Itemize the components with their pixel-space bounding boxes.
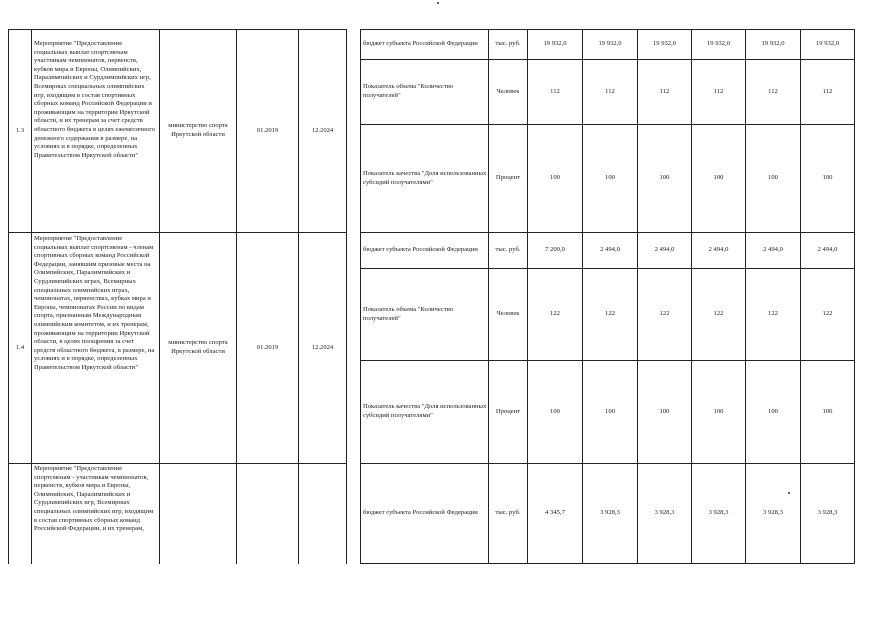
value-cell: 122 bbox=[659, 310, 670, 318]
start-date: 01.2019 bbox=[256, 126, 279, 134]
table-border bbox=[360, 29, 361, 564]
value-cell: 112 bbox=[605, 87, 615, 95]
value-cell: 112 bbox=[659, 87, 670, 95]
value-cell: 100 bbox=[768, 174, 778, 182]
end-date: 12.2024 bbox=[311, 343, 334, 351]
value-cell: 122 bbox=[550, 310, 560, 318]
value-cell: 2 494,0 bbox=[708, 246, 729, 254]
unit: Процент bbox=[495, 407, 521, 415]
indicator-name: Показатель объема "Количество получателей" bbox=[363, 83, 454, 99]
unit: тыс. руб. bbox=[495, 40, 521, 48]
value-cell: 100 bbox=[822, 407, 833, 415]
unit: тыс. руб. bbox=[495, 246, 521, 254]
value-cell: 100 bbox=[713, 407, 724, 415]
value-cell: 3 928,3 bbox=[817, 509, 838, 517]
end-date: 12.2024 bbox=[311, 126, 334, 134]
indicator-name: Показатель объема "Количество получателей" bbox=[363, 305, 454, 322]
scan-speck bbox=[437, 2, 439, 4]
event-description: Мероприятие "Предоставление социальных выплат спортсменам участникам чемпионатов, первенств, кубков мира и Европы, Олимпийских, Паралимпийских и Сурдлимпийских игр, Всемирных специальных олимпийских игр, входящим в состав спортивных сборных команд Российской Федерации и проживающим на территории Иркутской области, и их тренерам за счет средств областного бюджета в целях ежемесячного денежного содержания в размере, на условиях и в порядке, определенных Правительством Иркутской области" bbox=[34, 40, 156, 159]
table-border bbox=[360, 563, 855, 564]
value-cell: 112 bbox=[822, 87, 833, 95]
value-cell: 112 bbox=[713, 87, 724, 95]
value-cell: 4 345,7 bbox=[545, 509, 565, 517]
value-cell: 19 932,0 bbox=[815, 40, 840, 48]
value-cell: 122 bbox=[605, 310, 615, 318]
unit: Человек bbox=[496, 310, 520, 318]
unit: Человек bbox=[496, 87, 520, 95]
value-cell: 100 bbox=[605, 407, 615, 415]
executor: министерство спорта Иркутской области bbox=[168, 122, 228, 138]
value-cell: 122 bbox=[713, 310, 724, 318]
event-description: Мероприятие "Предоставление социальных выплат спортсменам - членам спортивных сборных команд Российской Федерации, занявшим призовые места на Олимпийских, Паралимпийских и Сурдлимпийских играх, Всемирных специальных олимпийских играх, чемпионатах, первенствах, кубках мира и Европы, чемпионатах России по видам спорта, признанным Международным олимпийским комитетом, и их тренерам, проживающим на территории Иркутской области, в целях поощрения за счет средств областного бюджета, в размере, на условиях и в порядке, определенных Правительством Иркутской области" bbox=[34, 235, 155, 371]
value-cell: 19 932,0 bbox=[706, 40, 731, 48]
value-cell: 3 928,3 bbox=[708, 509, 729, 517]
value-cell: 2 494,0 bbox=[600, 246, 620, 254]
value-cell: 100 bbox=[550, 174, 560, 182]
value-cell: 19 932,0 bbox=[761, 40, 785, 48]
table-border bbox=[31, 29, 32, 564]
value-cell: 19 932,0 bbox=[543, 40, 567, 48]
value-cell: 2 494,0 bbox=[817, 246, 838, 254]
indicator-name: Показатель качества "Доля использованных субсидий получателями" bbox=[363, 169, 487, 186]
value-cell: 100 bbox=[768, 407, 778, 415]
value-cell: 2 494,0 bbox=[654, 246, 675, 254]
value-cell: 100 bbox=[713, 174, 724, 182]
indicator-name: Показатель качества "Доля использованных субсидий получателями" bbox=[363, 403, 487, 419]
event-description: Мероприятие "Предоставление спортсменам - участникам чемпионатов, первенств, кубков мира и Европы, Олимпийских, Паралимпийских и Сурдлимпийских игр, Всемирных специальных олимпийских игр, входящим в состав спортивных сборных команд Российской Федерации, и их тренерам, bbox=[34, 465, 154, 533]
value-cell: 100 bbox=[659, 174, 670, 182]
value-cell: 3 928,3 bbox=[763, 509, 783, 517]
value-cell: 100 bbox=[605, 174, 615, 182]
value-cell: 100 bbox=[550, 407, 560, 415]
value-cell: 3 928,3 bbox=[600, 509, 620, 517]
value-cell: 112 bbox=[768, 87, 778, 95]
value-cell: 100 bbox=[659, 407, 670, 415]
value-cell: 3 928,3 bbox=[654, 509, 675, 517]
value-cell: 7 200,0 bbox=[545, 246, 565, 254]
indicator-name: бюджет субъекта Российской Федерации bbox=[363, 40, 478, 48]
row-number: 1.3 bbox=[15, 126, 25, 134]
executor: министерство спорта Иркутской области bbox=[168, 339, 228, 355]
unit: тыс. руб. bbox=[495, 509, 521, 517]
table-border bbox=[854, 29, 855, 564]
table-border bbox=[8, 463, 347, 464]
value-cell: 2 494,0 bbox=[763, 246, 783, 254]
start-date: 01.2019 bbox=[256, 343, 279, 351]
row-number: 1.4 bbox=[15, 343, 25, 351]
value-cell: 19 932,0 bbox=[598, 40, 622, 48]
value-cell: 122 bbox=[822, 310, 833, 318]
indicator-name: бюджет субъекта Российской Федерации bbox=[363, 509, 478, 517]
indicator-name: бюджет субъекта Российской Федерации bbox=[363, 246, 478, 254]
value-cell: 100 bbox=[822, 174, 833, 182]
table-border bbox=[346, 29, 347, 564]
value-cell: 122 bbox=[768, 310, 778, 318]
unit: Процент bbox=[495, 174, 521, 182]
value-cell: 112 bbox=[550, 87, 560, 95]
value-cell: 19 932,0 bbox=[652, 40, 677, 48]
